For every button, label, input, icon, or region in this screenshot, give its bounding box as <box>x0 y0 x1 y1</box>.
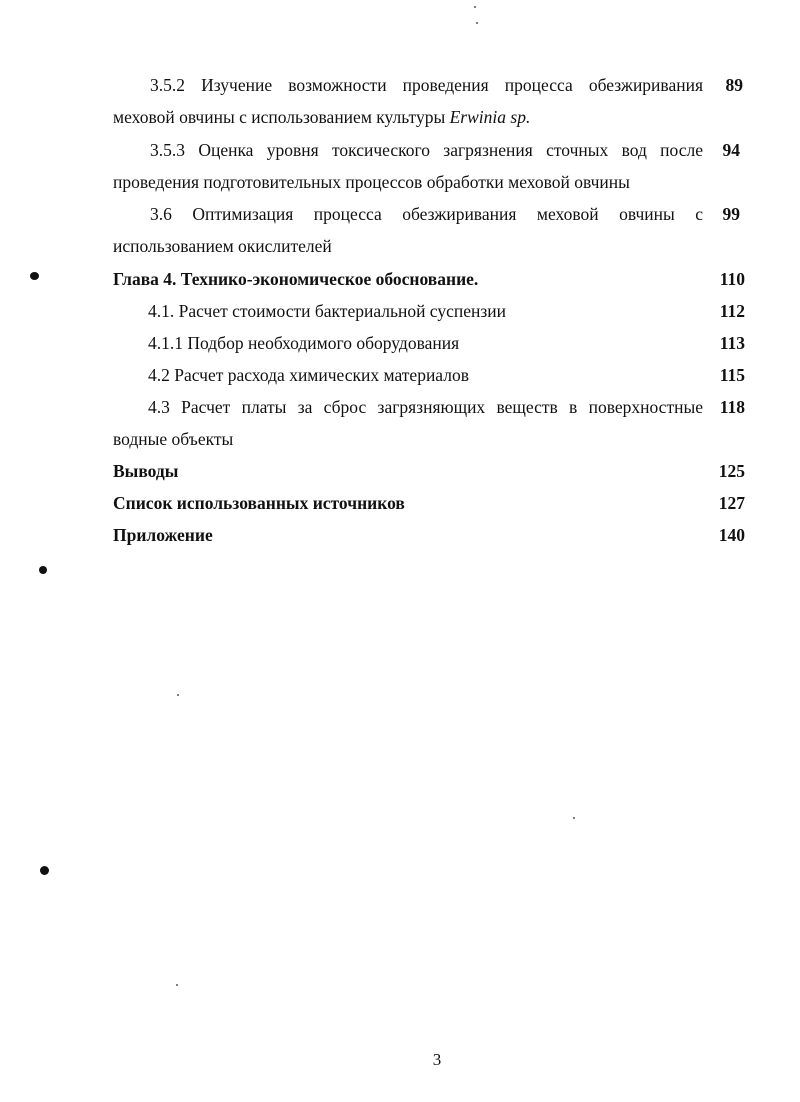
toc-entry-4-3-line1: 4.3 Расчет платы за сброс загрязняющих веществ в поверхностные <box>148 397 703 417</box>
toc-page-number: 125 <box>718 461 745 481</box>
toc-page-number: 127 <box>718 493 745 513</box>
toc-entry-4-3-line2: водные объекты <box>113 429 234 449</box>
toc-page-number: 113 <box>719 333 745 353</box>
toc-conclusions: Выводы <box>113 461 179 481</box>
toc-page-number: 110 <box>719 269 745 289</box>
toc-entry-3-6-line1: 3.6 Оптимизация процесса обезжиривания меховой овчины с <box>150 204 703 224</box>
toc-entry-3-5-2-line2 <box>113 107 530 127</box>
scan-dust <box>476 22 478 24</box>
toc-entry-3-5-2-line1: 3.5.2 Изучение возможности проведения процесса обезжиривания <box>150 75 703 95</box>
toc-entry-3-5-3-line2: проведения подготовительных процессов обработки меховой овчины <box>113 172 630 192</box>
toc-page-number: 115 <box>719 365 745 385</box>
scan-speck <box>30 272 39 280</box>
toc-page-number: 94 <box>722 140 740 160</box>
toc-page-number: 112 <box>719 301 745 321</box>
toc-entry-3-6-line2: использованием окислителей <box>113 236 332 256</box>
toc-entry-4-1: 4.1. Расчет стоимости бактериальной суспензии <box>148 301 507 321</box>
scan-dust <box>176 984 178 986</box>
page-number: 3 <box>432 1050 442 1069</box>
scan-dust <box>474 6 476 8</box>
toc-page-number: 140 <box>718 525 745 545</box>
toc-page-number: 89 <box>725 75 743 95</box>
toc-references: Список использованных источников <box>113 493 405 513</box>
toc-entry-3-5-3-line1: 3.5.3 Оценка уровня токсического загрязнения сточных вод после <box>150 140 703 160</box>
toc-page-number: 99 <box>722 204 740 224</box>
toc-chapter-4: Глава 4. Технико-экономическое обоснование. <box>113 269 479 289</box>
toc-appendix: Приложение <box>113 525 213 545</box>
scan-dust <box>177 694 179 696</box>
toc-entry-4-2: 4.2 Расчет расхода химических материалов <box>148 365 469 385</box>
scan-dust <box>573 817 575 819</box>
scan-speck <box>40 866 49 875</box>
toc-entry-3-5-2-line2-text: меховой овчины с использованием культуры <box>113 107 450 127</box>
scan-speck <box>39 566 47 574</box>
toc-entry-4-1-1: 4.1.1 Подбор необходимого оборудования <box>148 333 460 353</box>
toc-entry-3-5-2-species: Erwinia sp. <box>449 107 531 127</box>
toc-page-number: 118 <box>719 397 745 417</box>
